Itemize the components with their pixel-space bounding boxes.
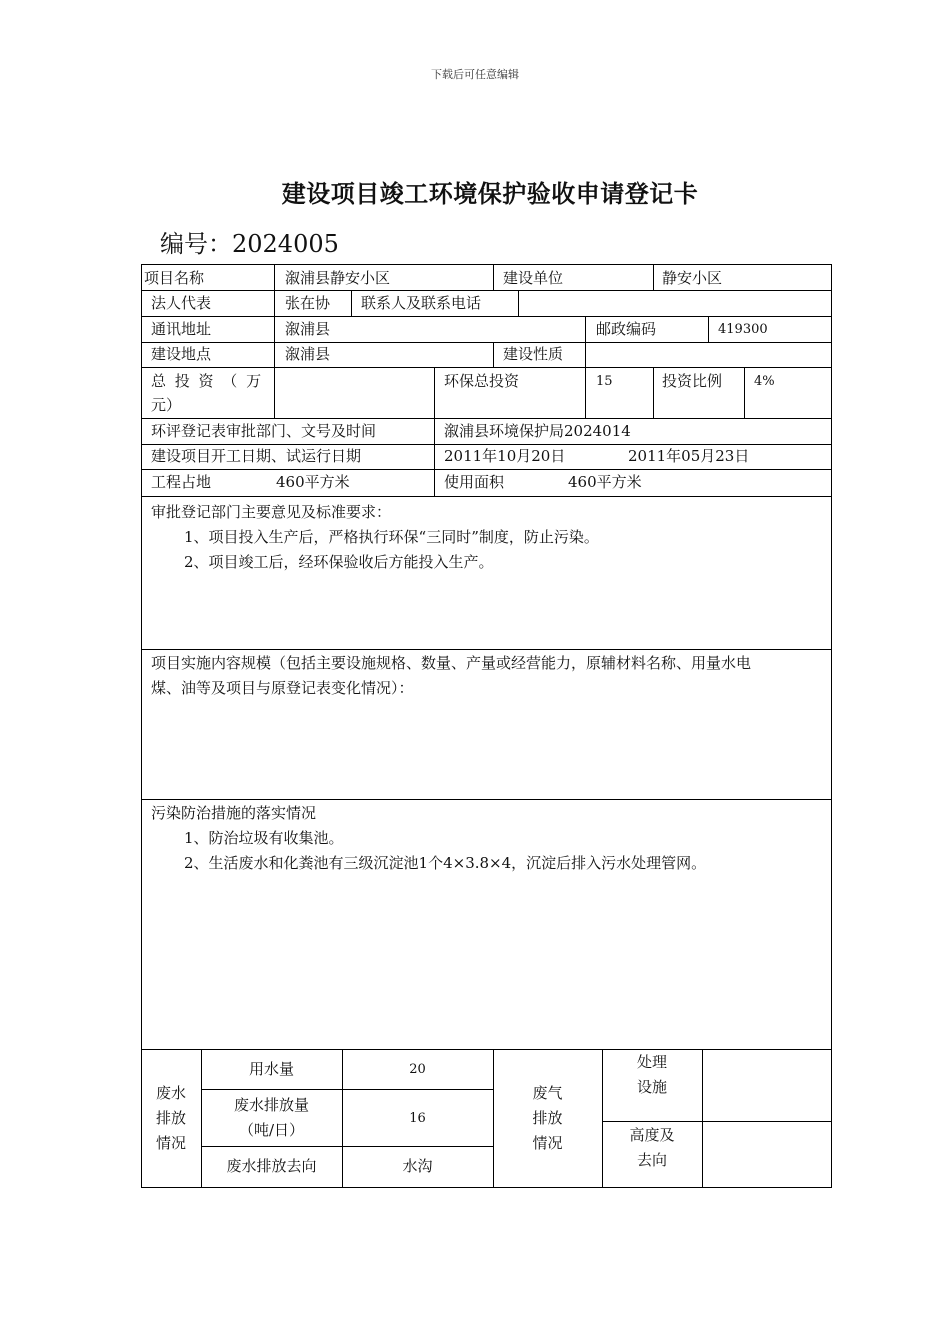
row-line <box>141 367 832 368</box>
site-value: 溆浦县 <box>285 345 331 363</box>
content-line1: 项目实施内容规模（包括主要设施规格、数量、产量或经营能力，原辅材料名称、用量水电 <box>151 654 752 672</box>
direction-value: 水沟 <box>402 1157 433 1175</box>
col-line <box>351 290 352 316</box>
col-line <box>653 264 654 290</box>
trial-date: 2011年05月23日 <box>628 447 750 465</box>
waste-gas-label-line: 情况 <box>532 1134 563 1152</box>
ratio-label: 投资比例 <box>662 372 723 390</box>
land-value: 460平方米 <box>276 473 350 491</box>
height-label-line: 高度及 <box>629 1126 675 1144</box>
header-note: 下载后可任意编辑 <box>431 68 519 81</box>
col-line <box>518 290 519 316</box>
invest-label-line1: 总 投 资 （ 万 <box>151 372 262 390</box>
postcode-value: 419300 <box>718 322 768 337</box>
dates-label: 建设项目开工日期、试运行日期 <box>151 447 362 465</box>
row-line <box>602 1121 832 1122</box>
discharge-label-line1: 废水排放量 <box>233 1096 309 1114</box>
height-label-line: 去向 <box>636 1151 667 1169</box>
row-line <box>141 496 832 497</box>
ratio-value: 4% <box>754 374 775 389</box>
col-line <box>702 1049 703 1188</box>
row-line <box>141 649 832 650</box>
number-value: 2024005 <box>232 230 339 258</box>
row-line <box>201 1089 493 1090</box>
project-name-value: 溆浦县静安小区 <box>285 269 391 287</box>
col-line <box>585 342 586 367</box>
env-invest-value: 15 <box>596 374 613 389</box>
document-number <box>160 224 339 259</box>
facility-label <box>602 1050 702 1100</box>
wastewater-label-line: 排放 <box>155 1109 186 1127</box>
approval-label: 环评登记表审批部门、文号及时间 <box>151 422 377 440</box>
discharge-value: 16 <box>409 1111 426 1126</box>
waste-gas-label-line: 排放 <box>532 1109 563 1127</box>
facility-label-line: 处理 <box>636 1053 667 1071</box>
opinions-heading: 审批登记部门主要意见及标准要求： <box>151 503 392 521</box>
col-line <box>585 316 586 342</box>
col-line <box>585 367 586 418</box>
address-label: 通讯地址 <box>151 320 212 338</box>
wastewater-section-label <box>141 1081 201 1156</box>
builder-value: 静安小区 <box>662 269 723 287</box>
area-value: 460平方米 <box>568 473 642 491</box>
row-line <box>141 1049 832 1050</box>
env-invest-label: 环保总投资 <box>444 372 520 390</box>
waste-gas-label-line: 废气 <box>532 1084 563 1102</box>
row-line <box>141 290 832 291</box>
opinion-item: 1、项目投入生产后，严格执行环保“三同时”制度，防止污染。 <box>184 528 599 546</box>
postcode-label: 邮政编码 <box>596 320 657 338</box>
site-label: 建设地点 <box>151 345 212 363</box>
discharge-label <box>201 1093 342 1143</box>
land-label: 工程占地 <box>151 473 212 491</box>
wastewater-label-line: 情况 <box>155 1134 186 1152</box>
col-line <box>434 367 435 418</box>
col-line <box>434 418 435 496</box>
document-title: 建设项目竣工环境保护验收申请登记卡 <box>281 180 699 208</box>
project-name-label: 项目名称 <box>144 269 205 287</box>
height-label <box>602 1123 702 1173</box>
approval-value: 溆浦县环境保护局2024014 <box>444 422 631 440</box>
area-label: 使用面积 <box>444 473 505 491</box>
water-use-label: 用水量 <box>248 1060 294 1078</box>
col-line <box>744 367 745 418</box>
builder-label: 建设单位 <box>503 269 564 287</box>
water-use-value: 20 <box>409 1062 426 1077</box>
nature-label: 建设性质 <box>503 345 564 363</box>
direction-label: 废水排放去向 <box>226 1157 317 1175</box>
legal-rep-label: 法人代表 <box>151 294 212 312</box>
discharge-label-line2: （吨/日） <box>238 1121 305 1139</box>
wastewater-label-line: 废水 <box>155 1084 186 1102</box>
pollution-item: 2、生活废水和化粪池有三级沉淀池1个4×3.8×4，沉淀后排入污水处理管网。 <box>184 854 707 872</box>
content-line2: 煤、油等及项目与原登记表变化情况）： <box>151 679 414 697</box>
col-line <box>274 264 275 418</box>
opinion-item: 2、项目竣工后，经环保验收后方能投入生产。 <box>184 553 494 571</box>
row-line <box>141 342 832 343</box>
legal-rep-value: 张在协 <box>285 294 331 312</box>
facility-label-line: 设施 <box>636 1078 667 1096</box>
invest-label-line2: 元） <box>151 396 182 414</box>
pollution-heading: 污染防治措施的落实情况 <box>151 804 317 822</box>
col-line <box>493 342 494 367</box>
col-line <box>653 367 654 418</box>
number-label: 编号： <box>160 230 232 258</box>
row-line <box>201 1146 493 1147</box>
waste-gas-section-label <box>493 1081 602 1156</box>
col-line <box>493 264 494 290</box>
contact-label: 联系人及联系电话 <box>361 294 482 312</box>
pollution-item: 1、防治垃圾有收集池。 <box>184 829 344 847</box>
row-line <box>141 799 832 800</box>
start-date: 2011年10月20日 <box>444 447 566 465</box>
col-line <box>708 316 709 342</box>
address-value: 溆浦县 <box>285 320 331 338</box>
